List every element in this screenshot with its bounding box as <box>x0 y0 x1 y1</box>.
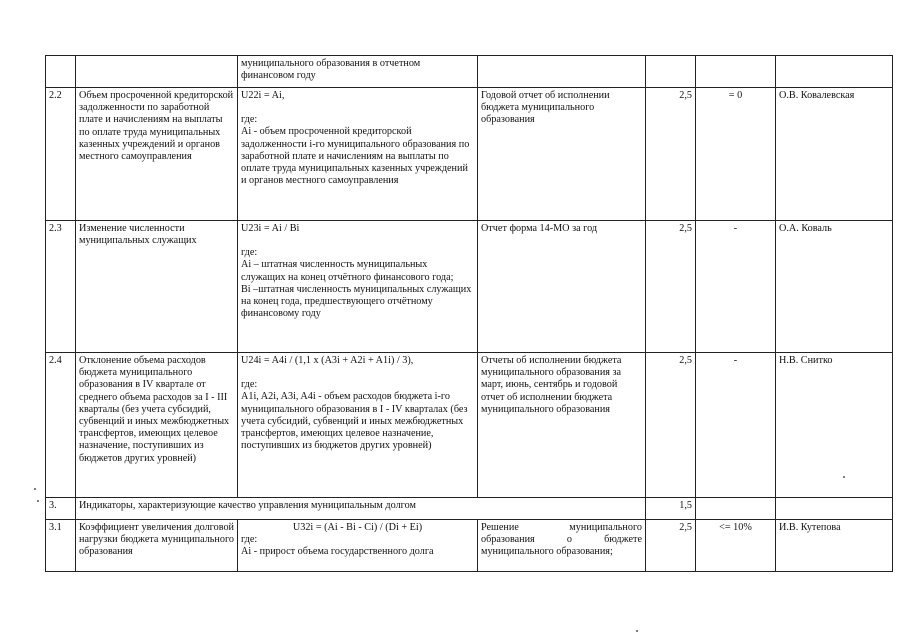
cell-weight: 2,5 <box>646 88 696 221</box>
table-row <box>46 353 893 498</box>
cell-num: 3.1 <box>46 520 76 572</box>
cell-norm: - <box>696 221 776 353</box>
formula-desc: A1i, A2i, A3i, A4i - объем расходов бюджета i-го муниципального образования в I - IV кварталах (без учета субсидий, субвенций и иных межбюджетных трансфертов, имеющих целевое назначение, поступивших из бюджетов других уровней) <box>241 391 468 452</box>
cell-weight: 2,5 <box>646 520 696 572</box>
cell-weight: 1,5 <box>646 498 696 520</box>
formula-where: где: <box>241 534 258 546</box>
cell-name: Отклонение объема расходов бюджета муниципального образования в IV квартале от среднего объема расходов за I - III кварталы (без учета субсидий, субвенций и иных межбюджетных трансфертов, имеющих целевое назначение, поступивших из бюджетов других уровней) <box>76 353 238 498</box>
formula-where: где: <box>241 114 258 126</box>
indicators-table <box>45 55 893 572</box>
formula-main: U32i = (Ai - Bi - Ci) / (Di + Ei) <box>292 522 423 533</box>
cell-formula <box>238 520 478 572</box>
cell-resp: О.А. Коваль <box>776 221 893 353</box>
cell-name <box>76 56 238 88</box>
formula-desc: Ai - прирост объема государственного долга <box>241 546 434 558</box>
cell-name: Объем просроченной кредиторской задолженности по заработной плате и начислениям на выплаты по оплате труда муниципальных казенных учреждений и органов местного самоуправления <box>76 88 238 221</box>
section-title: Индикаторы, характеризующие качество управления муниципальным долгом <box>76 498 646 520</box>
scan-speck <box>843 476 845 478</box>
table-row <box>46 56 893 88</box>
formula-desc: Ai – штатная численность муниципальных служащих на конец отчётного финансового года; <box>241 259 454 283</box>
cell-num: 2.3 <box>46 221 76 353</box>
formula-main: U24i = A4i / (1,1 х (A3i + A2i + A1i) / 3), <box>241 355 414 366</box>
cell-name: Изменение численности муниципальных служащих <box>76 221 238 353</box>
cell-name: Коэффициент увеличения долговой нагрузки бюджета муниципального образования <box>76 520 238 572</box>
cell-formula <box>238 353 478 498</box>
table-row <box>46 221 893 353</box>
cell-resp <box>776 498 893 520</box>
cell-norm <box>696 498 776 520</box>
cell-resp <box>776 56 893 88</box>
cell-source: Годовой отчет об исполнении бюджета муниципального образования <box>478 88 646 221</box>
cell-source <box>478 56 646 88</box>
cell-formula: муниципального образования в отчетном финансовом году <box>238 56 478 88</box>
scan-speck <box>34 488 36 490</box>
cell-source: Отчеты об исполнении бюджета муниципального образования за март, июнь, сентябрь и годовой отчет об исполнении бюджета муниципального образования <box>478 353 646 498</box>
cell-norm: <= 10% <box>696 520 776 572</box>
cell-source: Решение муниципального образования о бюджете муниципального образования; <box>478 520 646 572</box>
cell-resp: И.В. Кутепова <box>776 520 893 572</box>
table-row <box>46 520 893 572</box>
formula-desc: Ai - объем просроченной кредиторской задолженности i-го муниципального образования по заработной плате и начислениям на выплаты по оплате труда муниципальных казенных учреждений и органов местного самоуправления <box>241 126 470 187</box>
formula-main: U23i = Ai / Bi <box>241 223 300 234</box>
cell-num: 2.4 <box>46 353 76 498</box>
cell-norm: = 0 <box>696 88 776 221</box>
cell-num <box>46 56 76 88</box>
cell-weight: 2,5 <box>646 353 696 498</box>
scan-speck <box>37 500 39 502</box>
cell-norm <box>696 56 776 88</box>
cell-formula <box>238 221 478 353</box>
formula-where: где: <box>241 247 258 259</box>
cell-weight <box>646 56 696 88</box>
cell-norm: - <box>696 353 776 498</box>
table-row <box>46 498 893 520</box>
cell-weight: 2,5 <box>646 221 696 353</box>
formula-where: где: <box>241 379 258 391</box>
cell-source: Отчет форма 14-МО за год <box>478 221 646 353</box>
formula-main: U22i = Ai, <box>241 90 285 101</box>
scan-speck <box>636 630 638 632</box>
cell-num: 2.2 <box>46 88 76 221</box>
cell-resp: Н.В. Снитко <box>776 353 893 498</box>
formula-desc: Bi –штатная численность муниципальных служащих на конец года, предшествующего отчётному финансовому году <box>241 283 472 320</box>
cell-num: 3. <box>46 498 76 520</box>
table-row <box>46 88 893 221</box>
cell-resp: О.В. Ковалевская <box>776 88 893 221</box>
cell-formula <box>238 88 478 221</box>
